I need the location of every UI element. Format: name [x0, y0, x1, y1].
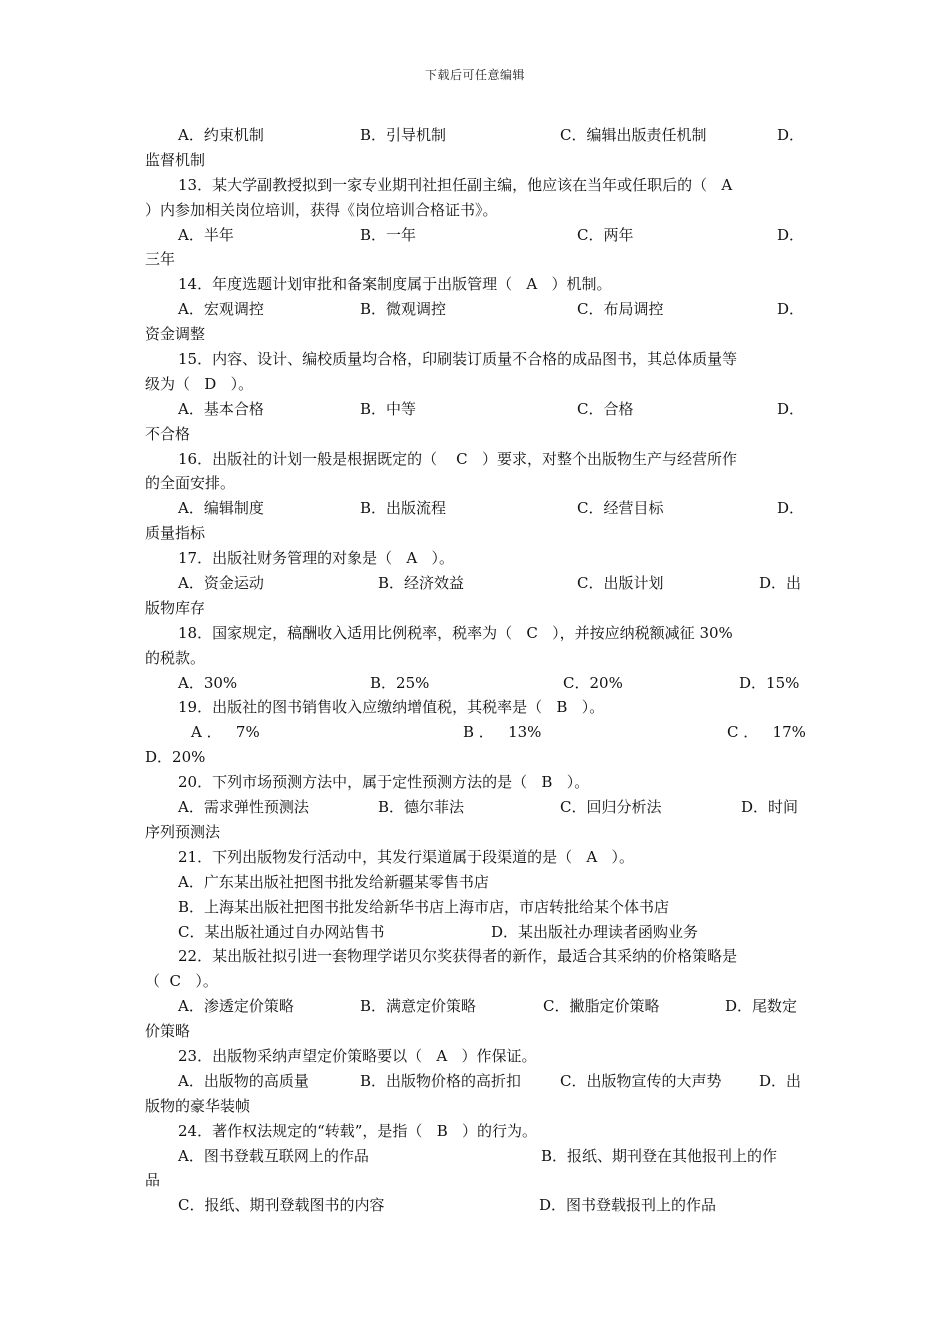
text-line [145, 795, 807, 820]
text-segment: B．一年 [360, 225, 417, 244]
text-segment: D． [777, 399, 805, 418]
text-segment: 的全面安排。 [145, 474, 236, 493]
text-line [145, 770, 807, 795]
text-line [145, 845, 807, 870]
text-line [145, 1094, 807, 1119]
text-segment: D．尾数定 [725, 997, 798, 1016]
text-line [145, 148, 807, 173]
text-line [145, 969, 807, 994]
text-line [145, 1019, 807, 1044]
text-line [145, 372, 807, 397]
text-line [145, 1193, 807, 1218]
text-line [145, 496, 807, 521]
page-header: 下载后可任意编辑 [424, 68, 525, 82]
text-line [145, 646, 807, 671]
text-line [145, 621, 807, 646]
text-segment: B．德尔菲法 [378, 798, 465, 817]
text-segment: B．出版流程 [360, 499, 447, 518]
text-segment: 22．某出版社拟引进一套物理学诺贝尔奖获得者的新作，最适合其采纳的价格策略是 [178, 947, 738, 966]
text-segment: B．报纸、期刊登在其他报刊上的作 [541, 1146, 778, 1165]
text-line [145, 994, 807, 1019]
text-segment: A．编辑制度 [178, 499, 264, 518]
text-line [145, 1119, 807, 1144]
text-segment: 价策略 [145, 1022, 191, 1041]
text-segment: D． [777, 126, 805, 144]
text-segment: B．满意定价策略 [360, 997, 477, 1016]
text-segment: B．出版物价格的高折扣 [360, 1071, 522, 1090]
text-segment: B．25% [370, 673, 430, 692]
text-segment: 质量指标 [145, 524, 206, 543]
text-line [145, 1069, 807, 1094]
text-segment: C．撇脂定价策略 [543, 997, 660, 1016]
text-line [145, 944, 807, 969]
text-segment: A．需求弹性预测法 [178, 798, 309, 817]
text-line [145, 820, 807, 845]
text-line [145, 745, 807, 770]
text-segment: 不合格 [145, 424, 191, 443]
text-segment: A．基本合格 [178, 399, 264, 418]
text-segment: 18．国家规定，稿酬收入适用比例税率，税率为（ C ），并按应纳税额减征 30% [178, 623, 733, 642]
text-segment: 版物库存 [145, 598, 206, 617]
text-line [145, 895, 807, 920]
text-segment: C．编辑出版责任机制 [560, 126, 707, 144]
text-segment: D．出 [759, 1071, 802, 1090]
text-segment: 20．下列市场预测方法中，属于定性预测方法的是（ B ）。 [178, 773, 590, 792]
text-line [145, 720, 807, 745]
text-segment: B．中等 [360, 399, 417, 418]
text-segment: D． [777, 499, 805, 518]
text-segment: A．半年 [178, 225, 234, 244]
text-segment: B ． 13% [463, 723, 542, 742]
text-segment: C．20% [563, 673, 623, 692]
text-segment: 24．著作权法规定的“转载”，是指（ B ）的行为。 [178, 1121, 538, 1140]
text-line [145, 447, 807, 472]
text-line [145, 272, 807, 297]
text-segment: A．图书登载互联网上的作品 [178, 1146, 369, 1165]
text-line [145, 123, 807, 148]
text-segment: 19．出版社的图书销售收入应缴纳增值税，其税率是（ B ）。 [178, 698, 605, 717]
text-segment: 17．出版社财务管理的对象是（ A ）。 [178, 549, 455, 568]
text-segment: D．15% [739, 673, 800, 692]
text-line [145, 322, 807, 347]
text-segment: 15．内容、设计、编校质量均合格，印刷装订质量不合格的成品图书，其总体质量等 [178, 350, 738, 369]
text-segment: B．经济效益 [378, 574, 465, 593]
text-segment: C．经营目标 [577, 499, 664, 518]
text-segment: 23．出版物采纳声望定价策略要以（ A ）作保证。 [178, 1046, 537, 1065]
text-line [145, 198, 807, 223]
document-body [145, 123, 807, 1218]
text-line [145, 1168, 807, 1193]
text-segment: 三年 [145, 250, 176, 269]
text-line [145, 1144, 807, 1169]
text-segment: A．出版物的高质量 [178, 1071, 309, 1090]
text-segment: C．出版物宣传的大声势 [560, 1071, 722, 1090]
text-segment: 的税款。 [145, 648, 206, 667]
text-line [145, 471, 807, 496]
text-line [145, 695, 807, 720]
text-line [145, 521, 807, 546]
text-line [145, 571, 807, 596]
text-segment: C．回归分析法 [560, 798, 662, 817]
text-line [145, 422, 807, 447]
text-segment: 级为（ D ）。 [145, 374, 254, 393]
text-segment: 序列预测法 [145, 822, 221, 841]
text-segment: 16．出版社的计划一般是根据既定的（ C ）要求，对整个出版物生产与经营所作 [178, 449, 737, 468]
text-segment: B．引导机制 [360, 126, 447, 144]
text-segment: C．出版计划 [577, 574, 664, 593]
text-line [145, 1044, 807, 1069]
text-segment: 资金调整 [145, 325, 206, 344]
text-segment: A．广东某出版社把图书批发给新疆某零售书店 [178, 872, 489, 891]
text-line [145, 223, 807, 248]
text-line [145, 347, 807, 372]
text-segment: D．时间 [741, 798, 799, 817]
text-segment: A．渗透定价策略 [178, 997, 294, 1016]
text-segment: （ C ）。 [145, 972, 218, 991]
text-segment: 版物的豪华装帧 [145, 1096, 251, 1115]
text-segment: 监督机制 [145, 150, 206, 169]
text-line [145, 870, 807, 895]
text-segment: C ． 17% [727, 723, 806, 742]
text-segment: D．某出版社办理读者函购业务 [491, 922, 699, 941]
text-segment: B．微观调控 [360, 300, 447, 319]
text-line [145, 546, 807, 571]
text-segment: A．宏观调控 [178, 300, 264, 319]
text-segment: 21．下列出版物发行活动中，其发行渠道属于段渠道的是（ A ）。 [178, 847, 635, 866]
text-segment: C．两年 [577, 225, 634, 244]
text-segment: 14．年度选题计划审批和备案制度属于出版管理（ A ）机制。 [178, 275, 612, 294]
text-line [145, 596, 807, 621]
text-segment: A ． 7% [191, 723, 260, 742]
text-segment: C．某出版社通过自办网站售书 [178, 922, 385, 941]
text-segment: C．报纸、期刊登载图书的内容 [178, 1196, 385, 1215]
text-segment: D． [777, 300, 805, 319]
text-segment: D．出 [759, 574, 802, 593]
text-line [145, 247, 807, 272]
text-segment: A．30% [178, 673, 238, 692]
text-line [145, 920, 807, 945]
text-line [145, 671, 807, 696]
text-segment: ）内参加相关岗位培训，获得《岗位培训合格证书》。 [145, 200, 498, 219]
text-segment: D．20% [145, 748, 206, 767]
text-segment: B．上海某出版社把图书批发给新华书店上海市店，市店转批给某个体书店 [178, 897, 670, 916]
text-segment: D．图书登载报刊上的作品 [539, 1196, 717, 1215]
text-segment: A．约束机制 [178, 126, 264, 144]
text-line [145, 397, 807, 422]
text-segment: 品 [145, 1171, 161, 1190]
text-line [145, 297, 807, 322]
text-line [145, 173, 807, 198]
text-segment: C．布局调控 [577, 300, 664, 319]
text-segment: D． [777, 225, 805, 244]
text-segment: 13．某大学副教授拟到一家专业期刊社担任副主编，他应该在当年或任职后的（ A [178, 175, 733, 194]
text-segment: C．合格 [577, 399, 634, 418]
text-segment: A．资金运动 [178, 574, 264, 593]
